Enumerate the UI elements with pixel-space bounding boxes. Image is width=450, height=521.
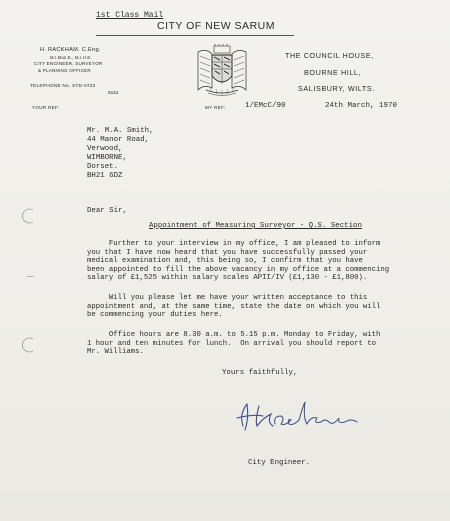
your-ref-label: YOUR REF: — [32, 105, 60, 110]
my-ref-value: 1/EMcC/90 — [245, 102, 286, 110]
letter-date: 24th March, 1970 — [325, 102, 398, 110]
officer-title-line2: & PLANNING OFFICER — [38, 68, 91, 73]
paragraph-line: salary of £1,525 within salary scales APII/IV (£1,130 - £1,800). — [87, 274, 368, 283]
address-line3: SALISBURY, WILTS. — [298, 84, 375, 93]
punch-hole-mark — [19, 336, 37, 354]
recipient-line: BH21 6DZ — [87, 172, 123, 180]
paragraph-line: been appointed to fill the above vacancy in my office at a commencing — [87, 265, 390, 274]
address-line1: THE COUNCIL HOUSE, — [285, 51, 374, 60]
recipient-line: Dorset. — [87, 163, 119, 171]
recipient-line: Verwood, — [87, 145, 123, 153]
mail-class-label: 1st Class Mail — [96, 11, 164, 20]
paragraph-line: medical examination and, this being so, I confirm that you have — [87, 257, 363, 266]
paragraph-line: Mr. Williams. — [87, 348, 144, 357]
city-title: CITY OF NEW SARUM — [157, 20, 275, 32]
officer-name: H. RACKHAM. C.Eng. — [40, 47, 101, 53]
paragraph-line: appointment and, at the same time, state the date on which you will — [87, 302, 381, 311]
telephone-label: TELEPHONE No. STD-0722 — [30, 84, 96, 89]
paragraph-line: Further to your interview in my office, I am pleased to inform — [87, 240, 381, 248]
closing: Yours faithfully, — [222, 369, 298, 377]
city-coat-of-arms-icon — [192, 44, 252, 98]
paragraph-3 — [87, 331, 407, 357]
address-line2: BOURNE HILL, — [304, 68, 362, 77]
letter-subject: Appointment of Measuring Surveyor - Q.S. Section — [149, 222, 362, 230]
paragraph-line: Office hours are 8.30 a.m. to 5.15 p.m. Monday to Friday, with — [87, 331, 381, 339]
paragraph-line: you that I have now heard that you have successfully passed your — [87, 248, 368, 257]
telephone-extension: 8151 — [108, 91, 119, 96]
paragraph-line: 1 hour and ten minutes for lunch. On arrival you should report to — [87, 339, 377, 348]
recipient-line: 44 Manor Road, — [87, 136, 150, 144]
paragraph-line: Will you please let me have your written acceptance to this — [87, 294, 368, 302]
salutation: Dear Sir, — [87, 207, 127, 215]
paragraph-line: be commencing your duties here. — [87, 311, 223, 320]
paragraph-2 — [87, 294, 407, 320]
recipient-line: Mr. M.A. Smith, — [87, 127, 154, 135]
fold-mark — [27, 276, 34, 277]
my-ref-label: MY REF: — [205, 105, 226, 110]
title-rule — [96, 35, 294, 36]
punch-hole-mark — [19, 207, 37, 225]
recipient-line: WIMBORNE, — [87, 154, 127, 162]
signoff-title: City Engineer. — [248, 459, 311, 467]
signature — [233, 396, 363, 436]
officer-qualifications: M.I.Mun.E., M.I.H.E. — [50, 55, 92, 60]
paragraph-1 — [87, 240, 407, 283]
officer-title-line1: CITY ENGINEER, SURVEYOR — [34, 61, 103, 66]
